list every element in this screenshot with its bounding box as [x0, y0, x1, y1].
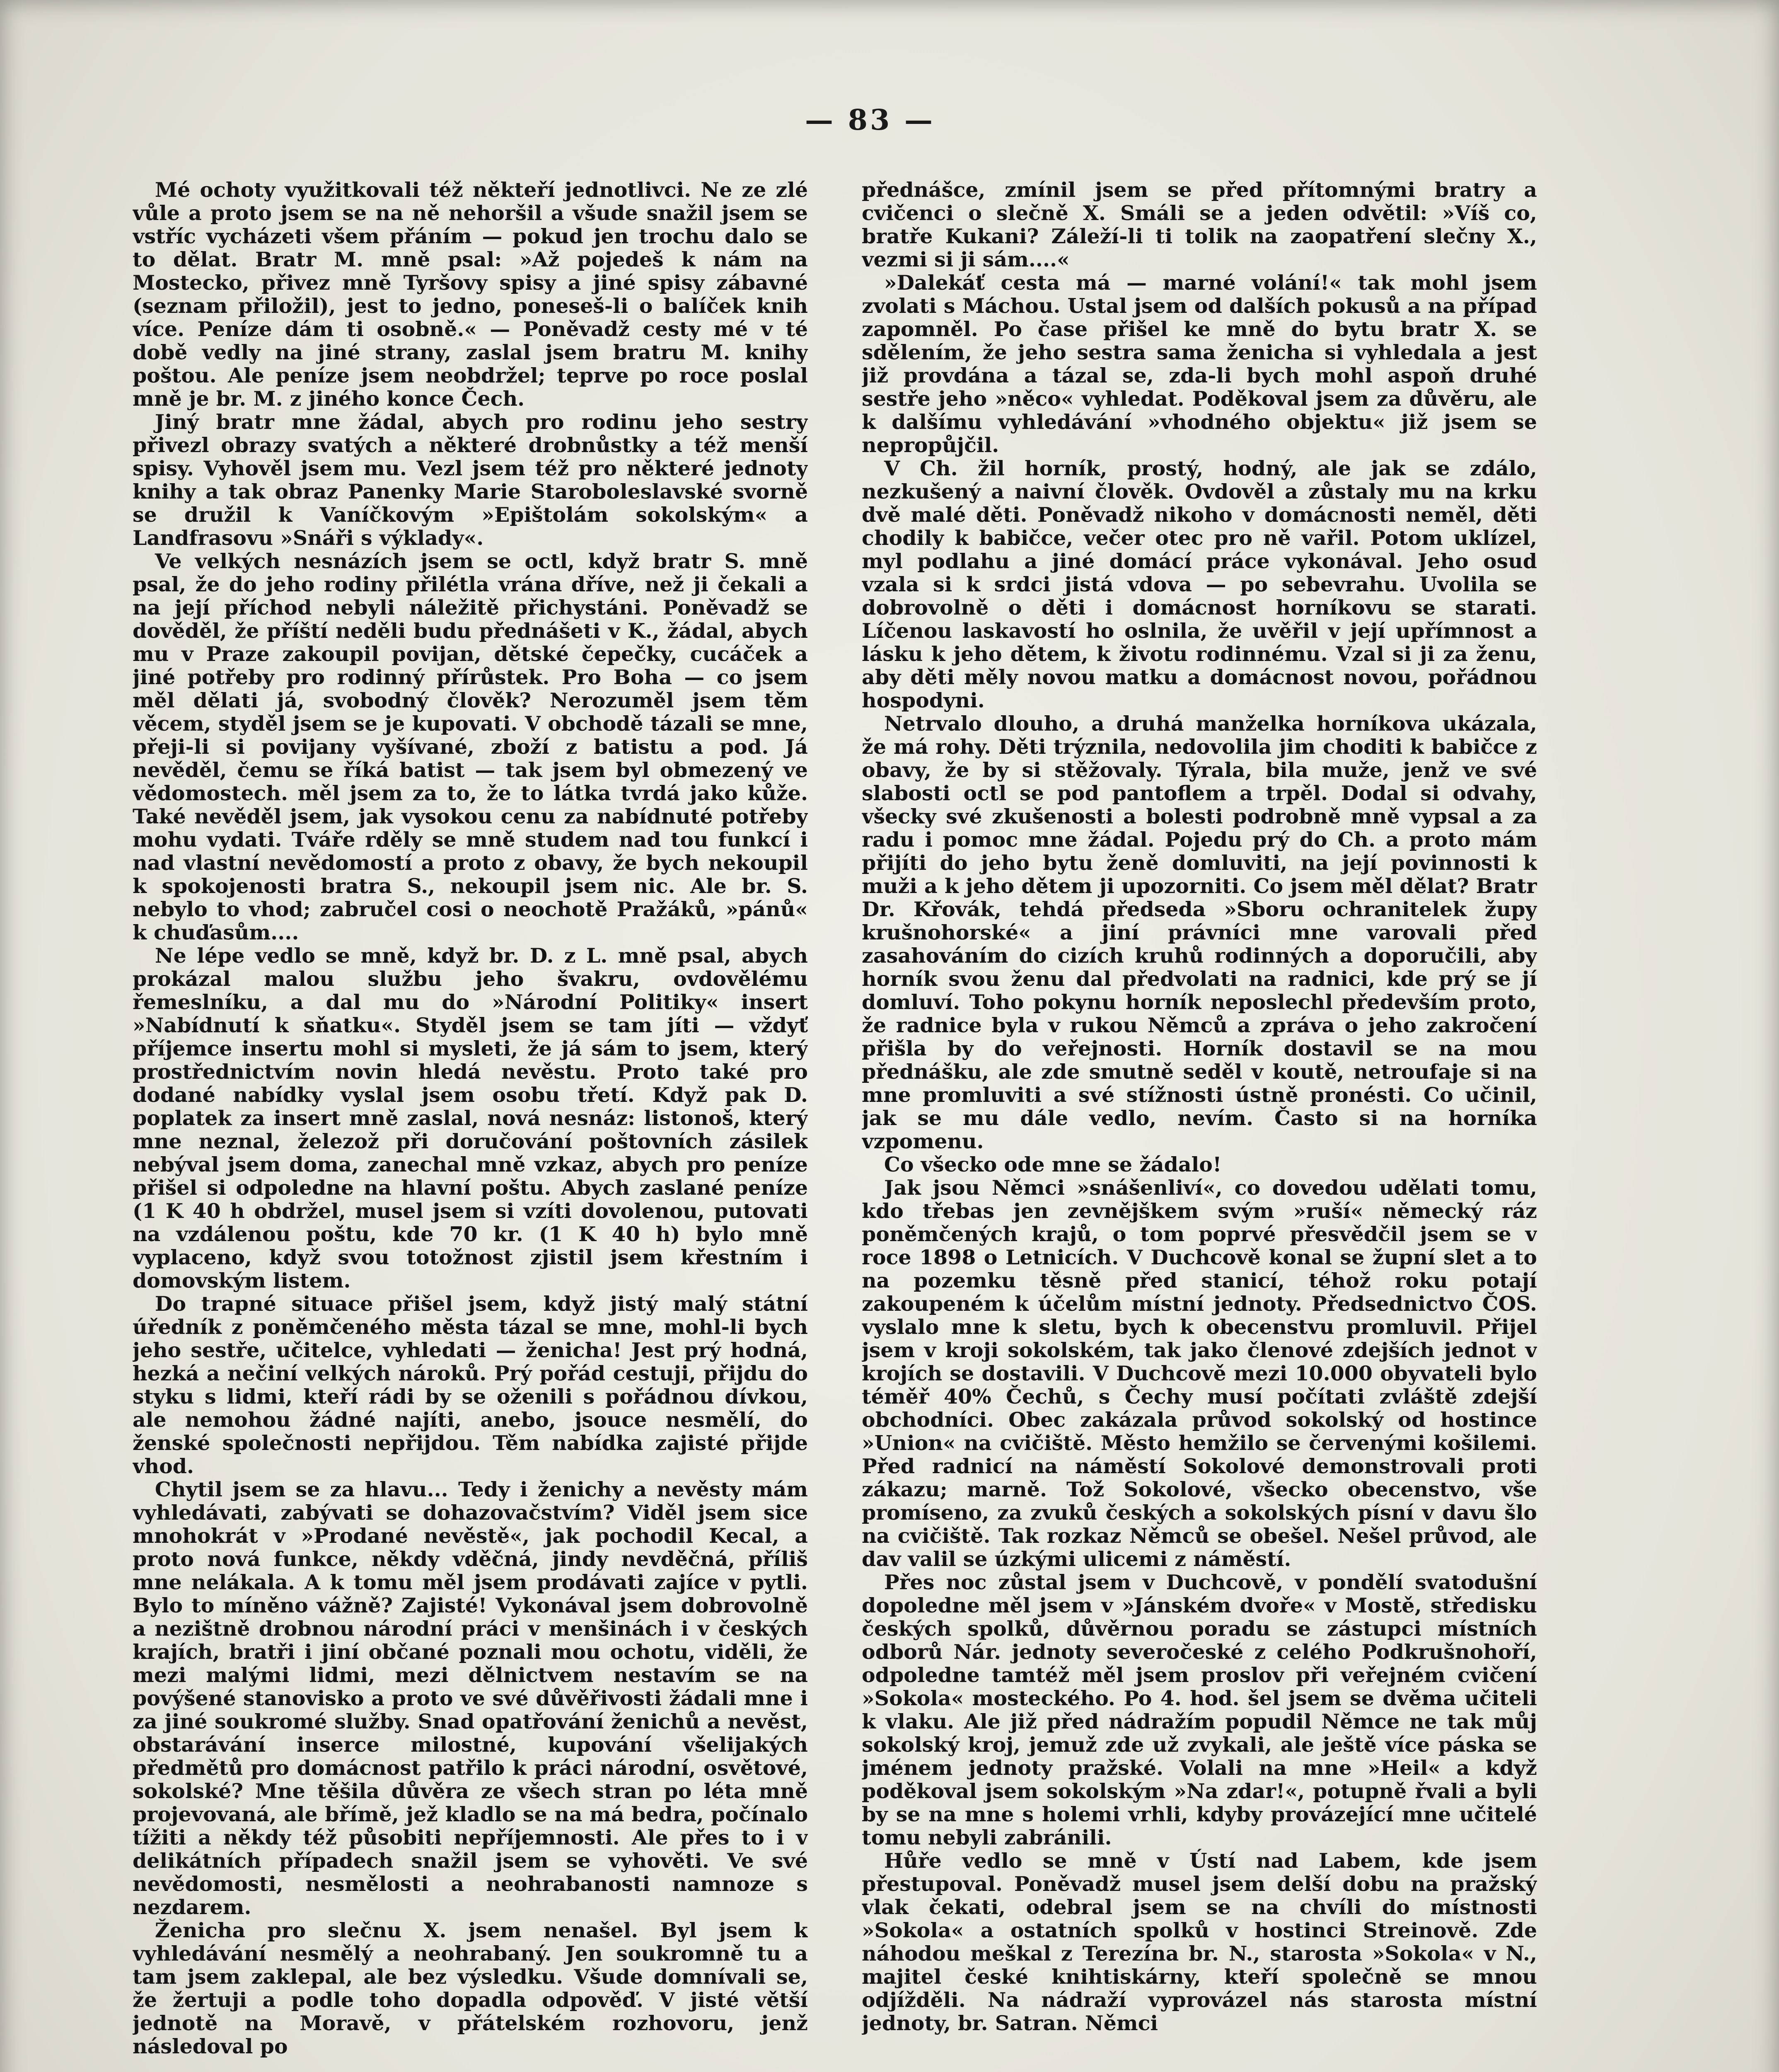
paragraph: V Ch. žil horník, prostý, hodný, ale jak se zdálo, nezkušený a naivní člověk. Ovdověl a zůstaly mu na krku dvě malé děti. Poněvadž nikoho v domácnosti neměl, děti chodily k babičce, večer otec pro ně vařil. Potom uklízel, myl podlahu a jiné domácí práce vykonával. Jeho osud vzala si k srdci jistá vdova — po sebevrahu. Uvolila se dobrovolně o děti i domácnost horníkovu se starati. Líčenou laskavostí ho oslnila, že uvěřil v její upřímnost a lásku k jeho dětem, k životu rodinnému. Vzal si ji za ženu, aby děti měly novou matku a domácnost novou, pořádnou hospodyni. — [862, 456, 1537, 712]
paragraph: Jiný bratr mne žádal, abych pro rodinu jeho sestry přivezl obrazy svatých a některé drobnůstky a též menší spisy. Vyhověl jsem mu. Vezl jsem též pro některé jednoty knihy a tak obraz Panenky Marie Staroboleslavské svorně se družil k Vaníčkovým »Epištolám sokolským« a Landfrasovu »Snáři s výklady«. — [133, 410, 808, 550]
paragraph: Přes noc zůstal jsem v Duchcově, v pondělí svatodušní dopoledne měl jsem v »Jánském dvoře« v Mostě, středisku českých spolků, důvěrnou poradu se zástupci místních odborů Nár. jednoty severočeské z celého Podkrušnohoří, odpoledne tamtéž měl jsem proslov při veřejném cvičení »Sokola« mosteckého. Po 4. hod. šel jsem se dvěma učiteli k vlaku. Ale již před nádražím popudil Němce ne tak můj sokolský kroj, jemuž zde už zvykali, ale ještě více páska se jménem jednoty pražské. Volali na mne »Heil« a když poděkoval jsem sokolským »Na zdar!«, potupně řvali a byli by se na mne s holemi vrhli, kdyby provázející mne učitelé tomu nebyli zabránili. — [862, 1570, 1537, 1849]
left-column — [133, 178, 808, 2072]
paragraph: Jak jsou Němci »snášenliví«, co dovedou udělati tomu, kdo třebas jen zevnějškem svým »ruší« německý ráz poněmčených krajů, o tom poprvé přesvědčil jsem se v roce 1898 o Letnicích. V Duchcově konal se župní slet a to na pozemku těsně před stanicí, téhož roku potají zakoupeném k účelům místní jednoty. Předsednictvo ČOS. vyslalo mne k sletu, bych k obecenstvu promluvil. Přijel jsem v kroji sokolském, tak jako členové zdejších jednot v krojích se dostavili. V Duchcově mezi 10.000 obyvateli bylo téměř 40% Čechů, s Čechy musí počítati zvláště zdejší obchodníci. Obec zakázala průvod sokolský od hostince »Union« na cvičiště. Město hemžilo se červenými košilemi. Před radnicí na náměstí Sokolové demonstrovali proti zákazu; marně. Tož Sokolové, všecko obecenstvo, vše promíseno, za zvuků českých a sokolských písní v davu šlo na cvičiště. Tak rozkaz Němců se obešel. Nešel průvod, ale dav valil se úzkými ulicemi z náměstí. — [862, 1176, 1537, 1571]
paragraph: Ve velkých nesnázích jsem se octl, když bratr S. mně psal, že do jeho rodiny přilétla vrána dříve, než ji čekali a na její příchod nebyli náležitě přichystáni. Poněvadž se dověděl, že příští neděli budu přednášeti v K., žádal, abych mu v Praze zakoupil povijan, dětské čepečky, cucáček a jiné potřeby pro rodinný přírůstek. Pro Boha — co jsem měl dělati já, svobodný člověk? Nerozuměl jsem těm věcem, styděl jsem se je kupovati. V obchodě tázali se mne, přeji-li si povijany vyšívané, zboží z batistu a pod. Já nevěděl, čemu se říká batist — tak jsem byl obmezený ve vědomostech. měl jsem za to, že to látka tvrdá jako kůže. Také nevěděl jsem, jak vysokou cenu za nabídnuté potřeby mohu vydati. Tváře rděly se mně studem nad tou funkcí i nad vlastní nevědomostí a proto z obavy, že bych nekoupil k spokojenosti bratra S., nekoupil jsem nic. Ale br. S. nebylo to vhod; zabručel cosi o neochotě Pražáků, »pánů« k chuďasům.... — [133, 549, 808, 944]
paragraph: Mé ochoty využitkovali též někteří jednotlivci. Ne ze zlé vůle a proto jsem se na ně nehoršil a všude snažil jsem se vstříc vycházeti všem přáním — pokud jen trochu dalo se to dělat. Bratr M. mně psal: »Až pojedeš k nám na Mostecko, přivez mně Tyršovy spisy a jiné spisy zábavné (seznam přiložil), jest to jedno, poneseš-li o balíček knih více. Peníze dám ti osobně.« — Poněvadž cesty mé v té době vedly na jiné strany, zaslal jsem bratru M. knihy poštou. Ale peníze jsem neobdržel; teprve po roce poslal mně je br. M. z jiného konce Čech. — [133, 178, 808, 411]
paragraph: Co všecko ode mne se žádalo! — [884, 1152, 1222, 1176]
page-number: — 83 — — [805, 104, 935, 137]
right-column — [862, 178, 1537, 2072]
paragraph: »Dalekáť cesta má — marné volání!« tak mohl jsem zvolati s Máchou. Ustal jsem od dalších pokusů a na případ zapomněl. Po čase přišel ke mně do bytu bratr X. se sdělením, že jeho sestra sama ženicha si vyhledala a jest již provdána a tázal se, zda-li bych mohl aspoň druhé sestře jeho »něco« vyhledat. Poděkoval jsem za důvěru, ale k dalšímu vyhledávání »vhodného objektu« již jsem se nepropůjčil. — [862, 271, 1537, 457]
paragraph: Ne lépe vedlo se mně, když br. D. z L. mně psal, abych prokázal malou službu jeho švakru, ovdovělému řemeslníku, a dal mu do »Národní Politiky« insert »Nabídnutí k sňatku«. Styděl jsem se tam jíti — vždyť příjemce insertu mohl si mysleti, že já sám to jsem, který prostřednictvím novin hledá nevěstu. Proto také pro dodané nabídky vyslal jsem osobu třetí. Když pak D. poplatek za insert mně zaslal, nová nesnáz: listonoš, který mne neznal, železož při doručování poštovních zásilek nebýval jsem doma, zanechal mně vzkaz, abych pro peníze přišel si odpoledne na hlavní poštu. Abych zaslané peníze (1 K 40 h obdržel, musel jsem si vzíti dovolenou, putovati na vzdálenou poštu, kde 70 kr. (1 K 40 h) bylo mně vyplaceno, když svou totožnost zjistil jsem křestním i domovským listem. — [133, 944, 808, 1293]
paragraph: Do trapné situace přišel jsem, když jistý malý státní úředník z poněmčeného města tázal se mne, mohl-li bych jeho sestře, učitelce, vyhledati — ženicha! Jest prý hodná, hezká a nečiní velkých nároků. Prý pořád cestuji, přijdu do styku s lidmi, kteří rádi by se oženili s pořádnou dívkou, ale nemohou žádné najíti, anebo, jsouce nesmělí, do ženské společnosti nepřijdou. Těm nabídka zajisté přijde vhod. — [133, 1292, 808, 1478]
paragraph: Chytil jsem se za hlavu... Tedy i ženichy a nevěsty mám vyhledávati, zabývati se dohazovačstvím? Viděl jsem sice mnohokrát v »Prodané nevěstě«, jak pochodil Kecal, a proto nová funkce, někdy vděčná, jindy nevděčná, příliš mne nelákala. A k tomu měl jsem prodávati zajíce v pytli. Bylo to míněno vážně? Zajisté! Vykonával jsem dobrovolně a nezištně drobnou národní práci v menšinách i v českých krajích, bratři i jiní občané poznali mou ochotu, viděli, že mezi malými lidmi, mezi dělnictvem nestavím se na povýšené stanovisko a proto ve své důvěřivosti žádali mne i za jiné soukromé služby. Snad opatřování ženichů a nevěst, obstarávání inserce milostné, kupování všelijakých předmětů pro domácnost patřilo k práci národní, osvětové, sokolské? Mne těšila důvěra ze všech stran po léta mně projevovaná, ale břímě, jež kladlo se na má bedra, počínalo tížiti a někdy též působiti nepříjemnosti. Ale přes to i v delikátních případech snažil jsem se vyhověti. Ve své nevědomosti, nesmělosti a neohrabanosti namnoze s nezdarem. — [133, 1477, 808, 1919]
paragraph: přednášce, zmínil jsem se před přítomnými bratry a cvičenci o slečně X. Smáli se a jeden odvětil: »Víš co, bratře Kukani? Záleží-li ti tolik na zaopatření slečny X., vezmi si ji sám....« — [862, 178, 1537, 271]
paragraph: Hůře vedlo se mně v Ústí nad Labem, kde jsem přestupoval. Poněvadž musel jsem delší dobu na pražský vlak čekati, odebral jsem se na chvíli do místnosti »Sokola« a ostatních spolků v hostinci Streinově. Zde náhodou meškal z Terezína br. N., starosta »Sokola« v N., majitel české knihtiskárny, kteří společně se mnou odjížděli. Na nádraží vyprovázel nás starosta místní jednoty, br. Satran. Němci — [862, 1849, 1537, 2035]
paragraph: Netrvalo dlouho, a druhá manželka horníkova ukázala, že má rohy. Děti trýznila, nedovolila jim choditi k babičce z obavy, že by si stěžovaly. Týrala, bila muže, jenž ve své slabosti octl se pod pantoflem a trpěl. Dodal si odvahy, všecky své zkušenosti a bolesti podrobně mně vypsal a za radu i pomoc mne žádal. Pojedu prý do Ch. a proto mám přijíti do jeho bytu ženě domluviti, na její povinnosti k muži a k jeho dětem ji upozorniti. Co jsem měl dělat? Bratr Dr. Křovák, tehdá předseda »Sboru ochranitelek župy krušnohorské« a jiní právníci mne varovali před zasahováním do cizích kruhů rodinných a doporučili, aby horník svou ženu dal předvolati na radnici, kde prý se jí domluví. Toho pokynu horník neposlechl především proto, že radnice byla v rukou Němců a zpráva o jeho zakročení přišla by do veřejnosti. Horník dostavil se na mou přednášku, ale zde smutně seděl v koutě, netroufaje si na mne promluviti a své stížnosti ústně pronésti. Co učinil, jak se mu dále vedlo, nevím. Často si na horníka vzpomenu. — [862, 712, 1537, 1153]
paragraph: Ženicha pro slečnu X. jsem nenašel. Byl jsem k vyhledávání nesmělý a neohrabaný. Jen soukromně tu a tam jsem zaklepal, ale bez výsledku. Všude domnívali se, že žertuji a podle toho dopadla odpověď. V jisté větší jednotě na Moravě, v přátelském rozhovoru, jenž následoval po — [133, 1918, 808, 2058]
